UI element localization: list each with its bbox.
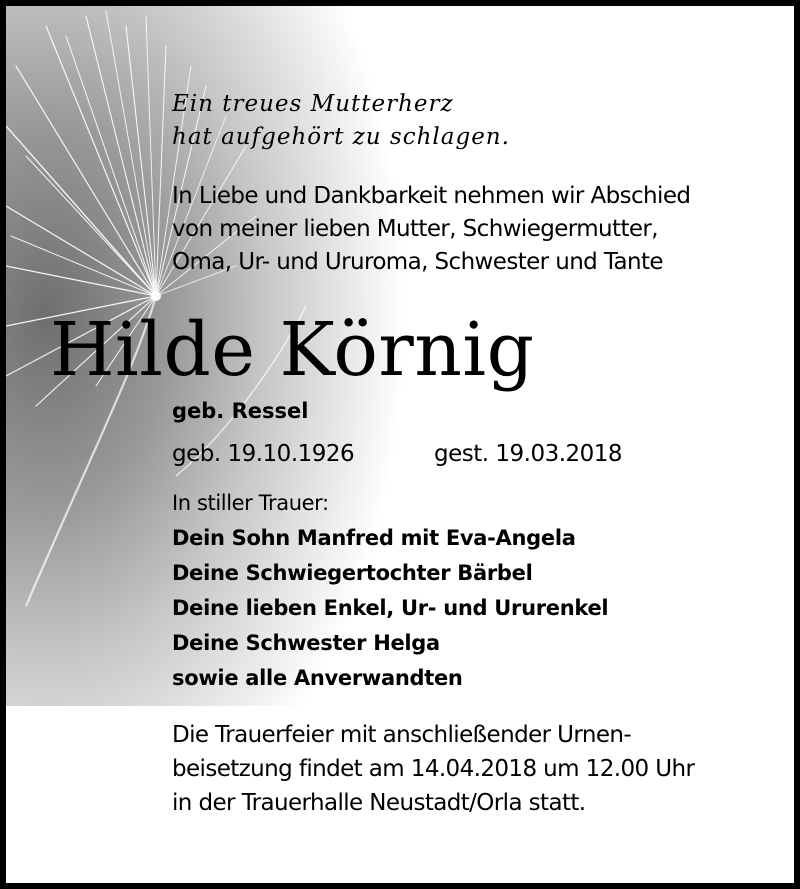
- mourner-line: Dein Sohn Manfred mit Eva-Angela: [172, 526, 576, 550]
- motto-line: hat aufgehört zu schlagen.: [172, 124, 510, 150]
- ceremony-info: [172, 718, 694, 820]
- intro-text: [172, 180, 690, 279]
- intro-line: von meiner lieben Mutter, Schwiegermutter,: [172, 216, 658, 242]
- ceremony-line: beisetzung findet am 14.04.2018 um 12.00 Uhr: [172, 756, 695, 782]
- death-date: gest. 19.03.2018: [434, 441, 623, 467]
- maiden-name: geb. Ressel: [172, 399, 309, 423]
- mourner-line: Deine Schwiegertochter Bärbel: [172, 561, 533, 585]
- intro-line: In Liebe und Dankbarkeit nehmen wir Abschied: [172, 183, 691, 209]
- notice-content: [6, 6, 794, 883]
- mourners-list: [172, 521, 608, 696]
- deceased-name: Hilde Körnig: [50, 307, 535, 393]
- birth-date: geb. 19.10.1926: [172, 441, 355, 467]
- mourners-label: In stiller Trauer:: [172, 491, 329, 515]
- mourner-line: Deine Schwester Helga: [172, 631, 440, 655]
- ceremony-line: in der Trauerhalle Neustadt/Orla statt.: [172, 790, 586, 816]
- motto: [172, 88, 510, 154]
- motto-line: Ein treues Mutterherz: [172, 91, 454, 117]
- mourner-line: sowie alle Anverwandten: [172, 666, 463, 690]
- ceremony-line: Die Trauerfeier mit anschließender Urnen-: [172, 722, 632, 748]
- intro-line: Oma, Ur- und Ururoma, Schwester und Tante: [172, 249, 663, 275]
- mourner-line: Deine lieben Enkel, Ur- und Ururenkel: [172, 596, 609, 620]
